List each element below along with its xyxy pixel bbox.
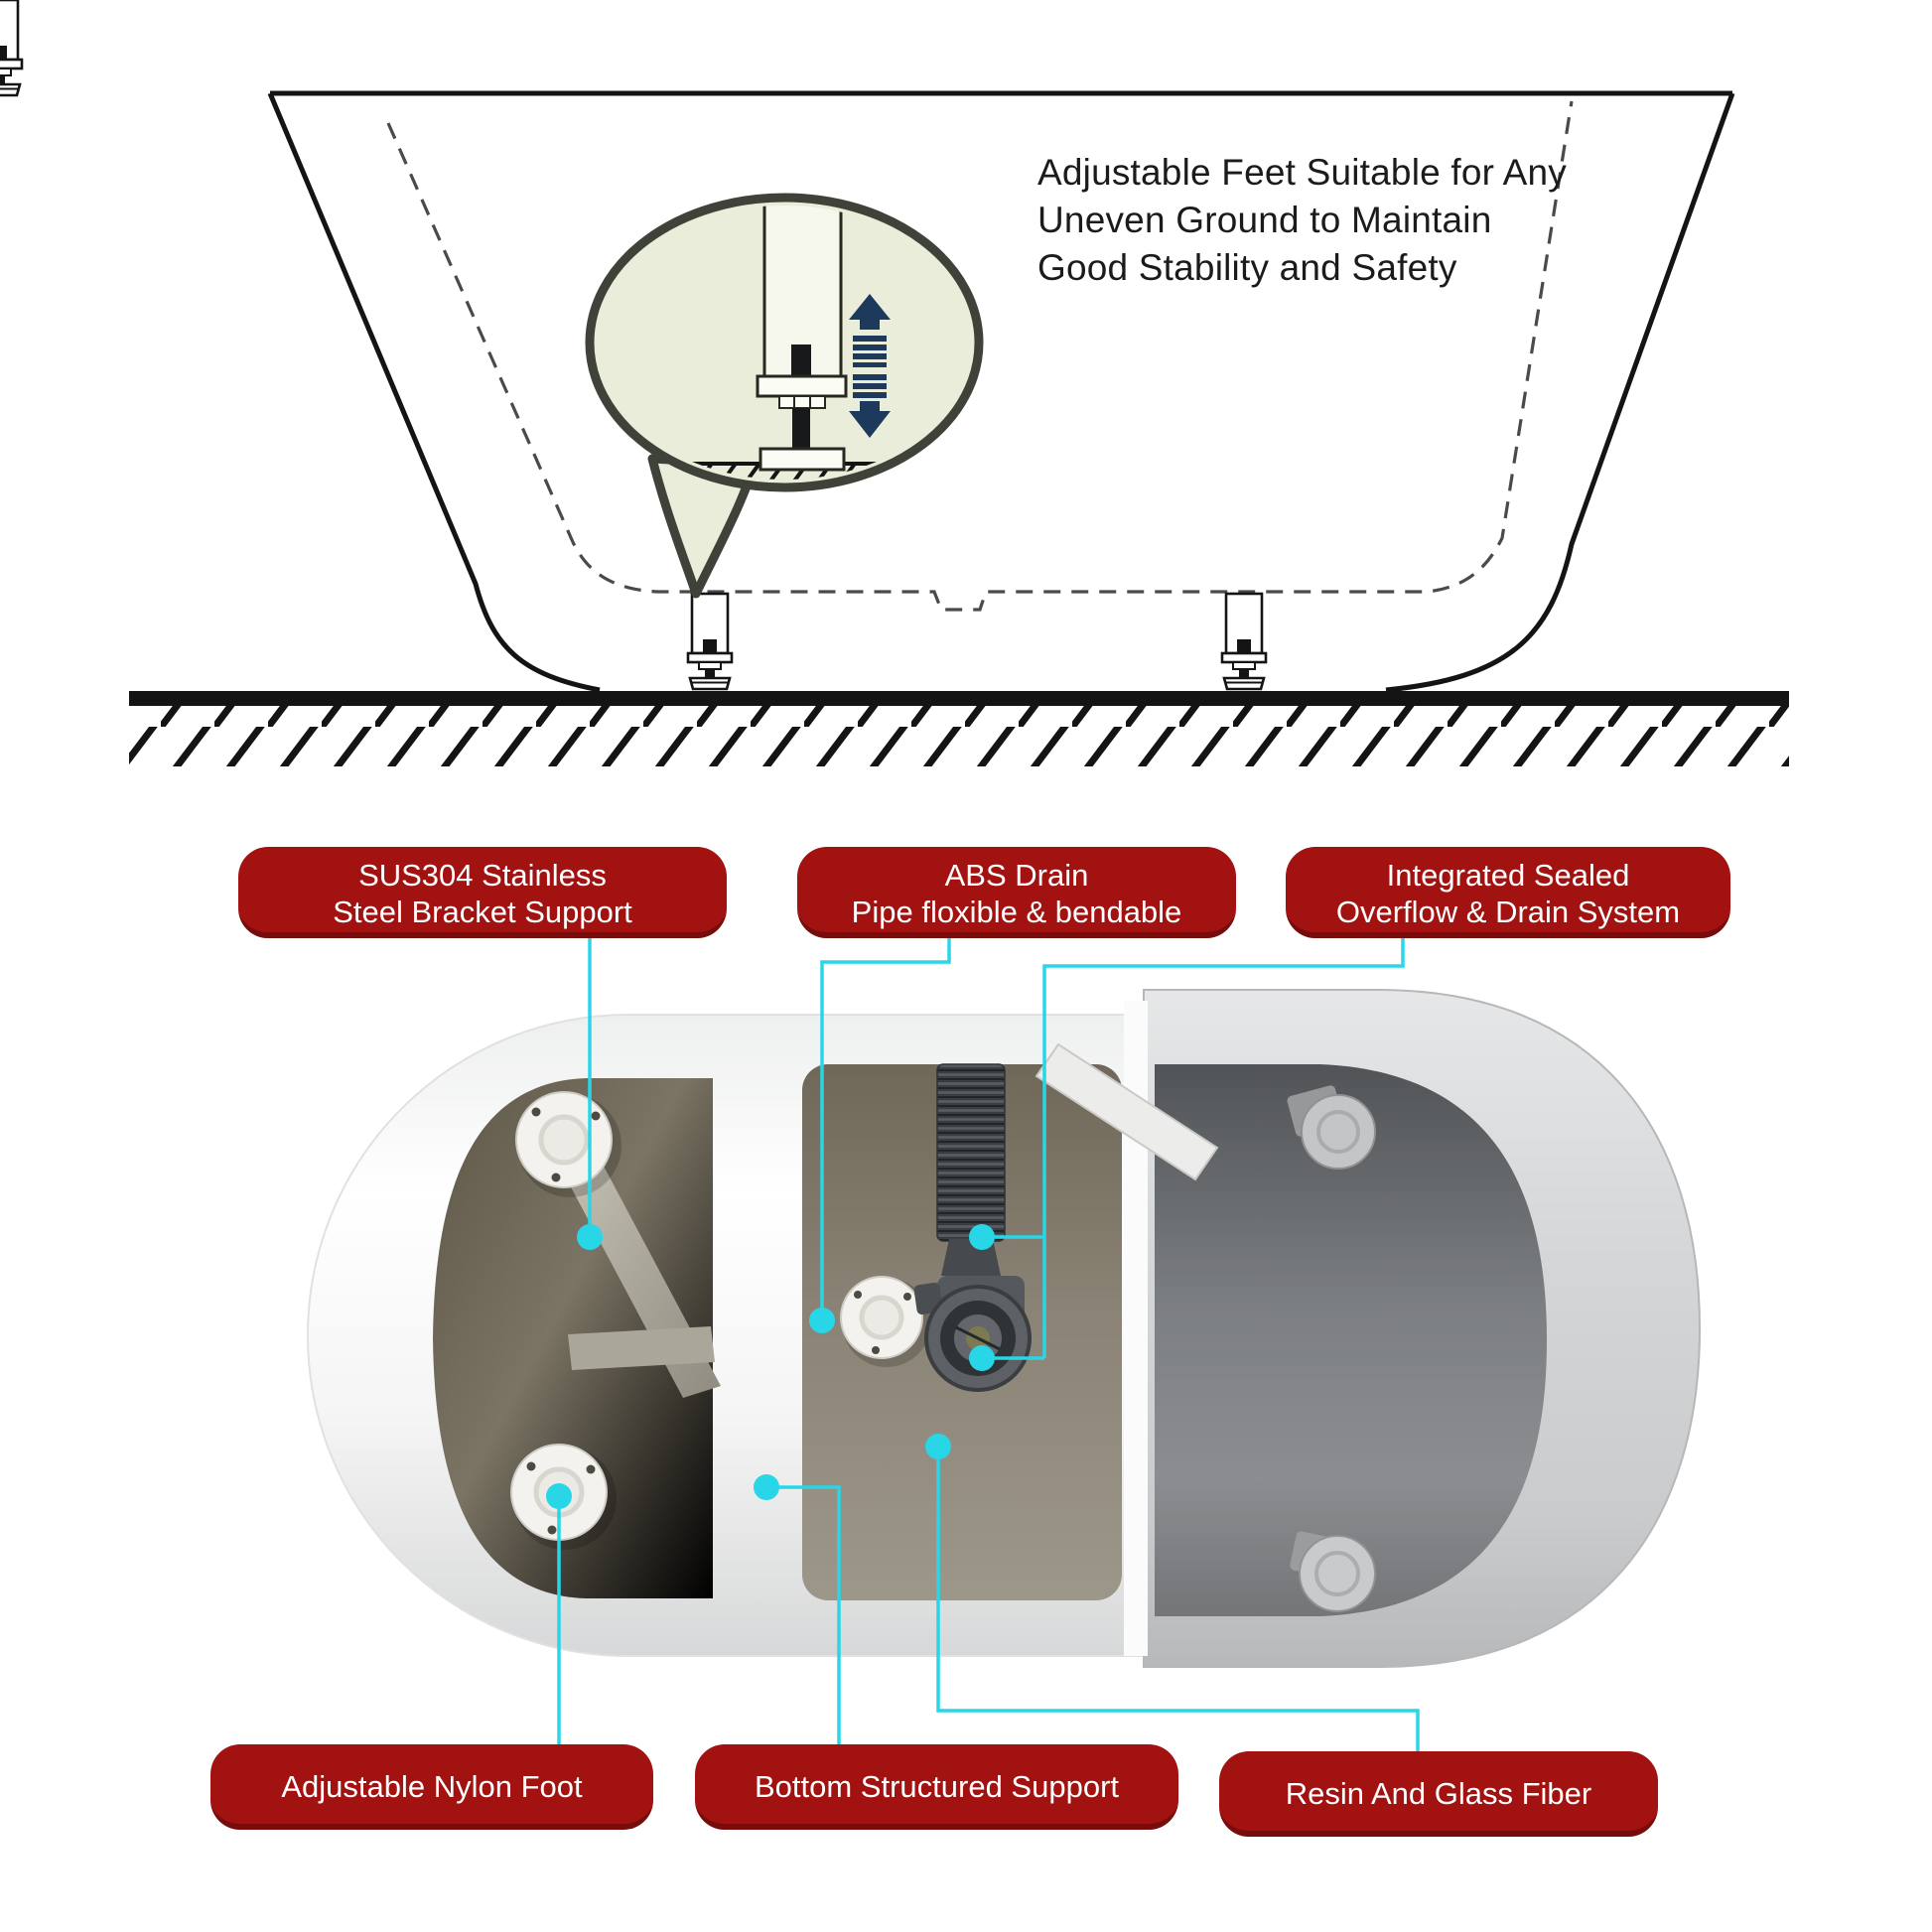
note-line: Adjustable Feet Suitable for Any xyxy=(1037,152,1567,193)
dot-resin-fiber xyxy=(925,1434,951,1459)
ground-hatching xyxy=(129,706,1789,766)
threaded-stem xyxy=(792,408,810,449)
ground-line xyxy=(129,691,1789,706)
foot-pad xyxy=(760,449,844,470)
adjuster-nut xyxy=(779,396,825,408)
label-line: Overflow & Drain System xyxy=(1335,895,1681,929)
bathtub-underside-photo xyxy=(308,990,1700,1667)
dot-overflow xyxy=(969,1224,995,1250)
label-line: Resin And Glass Fiber xyxy=(1285,1776,1592,1811)
note-line: Good Stability and Safety xyxy=(1037,247,1457,288)
adjustable-foot-callout-bubble xyxy=(590,198,979,594)
tub-left-wall xyxy=(270,93,600,690)
abs-drain-hose xyxy=(937,1064,1005,1241)
label-line: Adjustable Nylon Foot xyxy=(281,1769,583,1804)
label-nylon-foot xyxy=(210,1744,653,1830)
dot-abs-drain xyxy=(809,1308,835,1333)
label-abs-drain xyxy=(797,847,1236,938)
dot-drain-system xyxy=(969,1345,995,1371)
label-bottom-support xyxy=(695,1744,1178,1830)
label-line: Steel Bracket Support xyxy=(333,895,632,929)
dot-nylon-foot xyxy=(546,1483,572,1509)
note-line: Uneven Ground to Maintain xyxy=(1037,200,1492,240)
label-line: Bottom Structured Support xyxy=(754,1769,1120,1804)
dot-sus304-bracket xyxy=(577,1224,603,1250)
adjustable-foot-left xyxy=(688,594,732,689)
label-overflow-drain xyxy=(1286,847,1730,938)
adjustable-feet-note xyxy=(1037,149,1567,292)
bracket-plate xyxy=(758,376,846,396)
label-line: Pipe floxible & bendable xyxy=(851,895,1182,929)
dot-bottom-support xyxy=(754,1474,779,1500)
bathtub-cross-section-diagram xyxy=(0,0,1789,766)
bolt-head xyxy=(791,345,811,376)
label-line: Integrated Sealed xyxy=(1386,858,1630,893)
label-sus304-bracket xyxy=(238,847,727,938)
adjustable-foot-right xyxy=(1222,594,1266,689)
label-line: ABS Drain xyxy=(944,858,1089,893)
label-line: SUS304 Stainless xyxy=(358,858,607,893)
label-resin-fiber xyxy=(1219,1751,1658,1837)
